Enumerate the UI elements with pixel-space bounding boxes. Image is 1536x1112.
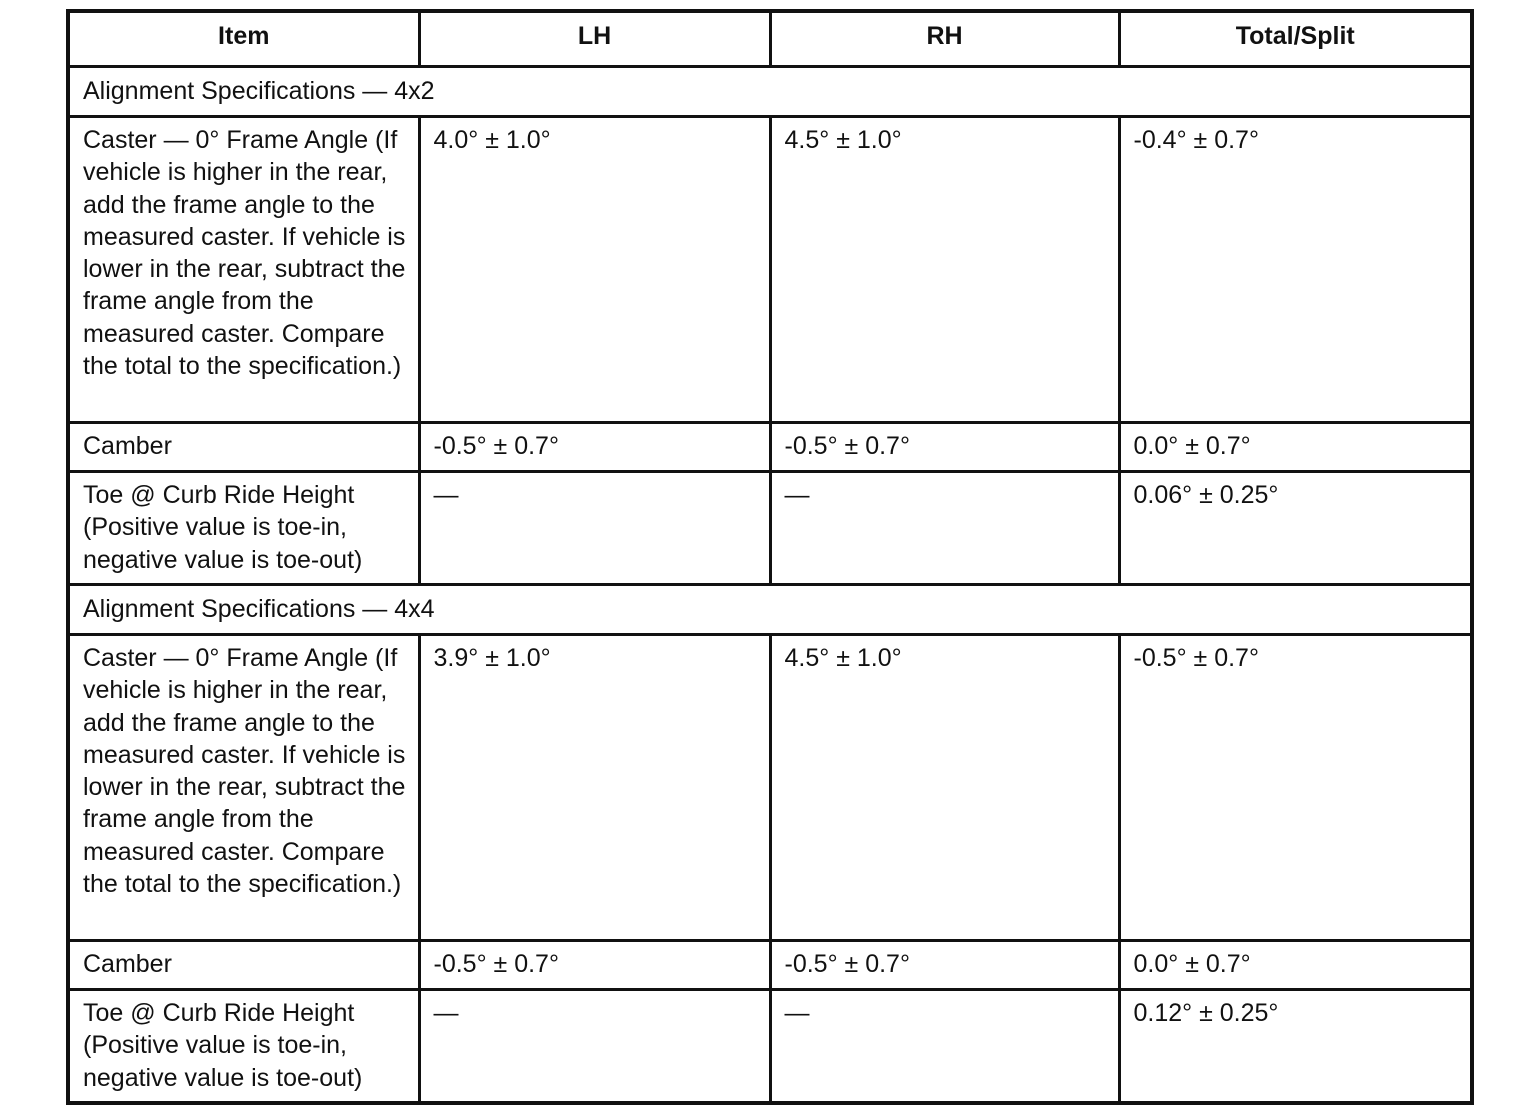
table-row bbox=[68, 472, 1472, 585]
lh-cell: 3.9° ± 1.0° bbox=[419, 635, 770, 941]
header-rh: RH bbox=[770, 11, 1119, 67]
total-cell: 0.0° ± 0.7° bbox=[1119, 423, 1472, 472]
lh-cell: -0.5° ± 0.7° bbox=[419, 423, 770, 472]
rh-cell: 4.5° ± 1.0° bbox=[770, 635, 1119, 941]
alignment-spec-table bbox=[66, 9, 1474, 1105]
rh-cell: -0.5° ± 0.7° bbox=[770, 423, 1119, 472]
table-row bbox=[68, 117, 1472, 423]
table-row bbox=[68, 423, 1472, 472]
section-row-4x2 bbox=[68, 67, 1472, 117]
item-cell: Caster — 0° Frame Angle (If vehicle is higher in the rear, add the frame angle to the measured caster. If vehicle is lower in the rear, subtract the frame angle from the measured caster. Compare the total to the specification.) bbox=[68, 117, 419, 423]
rh-cell: -0.5° ± 0.7° bbox=[770, 941, 1119, 990]
header-row bbox=[68, 11, 1472, 67]
section-row-4x4 bbox=[68, 585, 1472, 635]
rh-cell: — bbox=[770, 472, 1119, 585]
item-cell: Camber bbox=[68, 941, 419, 990]
total-cell: -0.5° ± 0.7° bbox=[1119, 635, 1472, 941]
total-cell: -0.4° ± 0.7° bbox=[1119, 117, 1472, 423]
section-title: Alignment Specifications — 4x4 bbox=[68, 585, 1472, 635]
lh-cell: -0.5° ± 0.7° bbox=[419, 941, 770, 990]
total-cell: 0.0° ± 0.7° bbox=[1119, 941, 1472, 990]
rh-cell: — bbox=[770, 990, 1119, 1104]
item-cell: Toe @ Curb Ride Height (Positive value is toe-in, negative value is toe-out) bbox=[68, 990, 419, 1104]
total-cell: 0.12° ± 0.25° bbox=[1119, 990, 1472, 1104]
total-cell: 0.06° ± 0.25° bbox=[1119, 472, 1472, 585]
header-total-split: Total/Split bbox=[1119, 11, 1472, 67]
item-cell: Caster — 0° Frame Angle (If vehicle is higher in the rear, add the frame angle to the measured caster. If vehicle is lower in the rear, subtract the frame angle from the measured caster. Compare the total to the specification.) bbox=[68, 635, 419, 941]
table-row bbox=[68, 990, 1472, 1104]
lh-cell: — bbox=[419, 990, 770, 1104]
lh-cell: — bbox=[419, 472, 770, 585]
rh-cell: 4.5° ± 1.0° bbox=[770, 117, 1119, 423]
header-item: Item bbox=[68, 11, 419, 67]
section-title: Alignment Specifications — 4x2 bbox=[68, 67, 1472, 117]
table-row bbox=[68, 635, 1472, 941]
item-cell: Toe @ Curb Ride Height (Positive value is toe-in, negative value is toe-out) bbox=[68, 472, 419, 585]
header-lh: LH bbox=[419, 11, 770, 67]
table-row bbox=[68, 941, 1472, 990]
lh-cell: 4.0° ± 1.0° bbox=[419, 117, 770, 423]
item-cell: Camber bbox=[68, 423, 419, 472]
